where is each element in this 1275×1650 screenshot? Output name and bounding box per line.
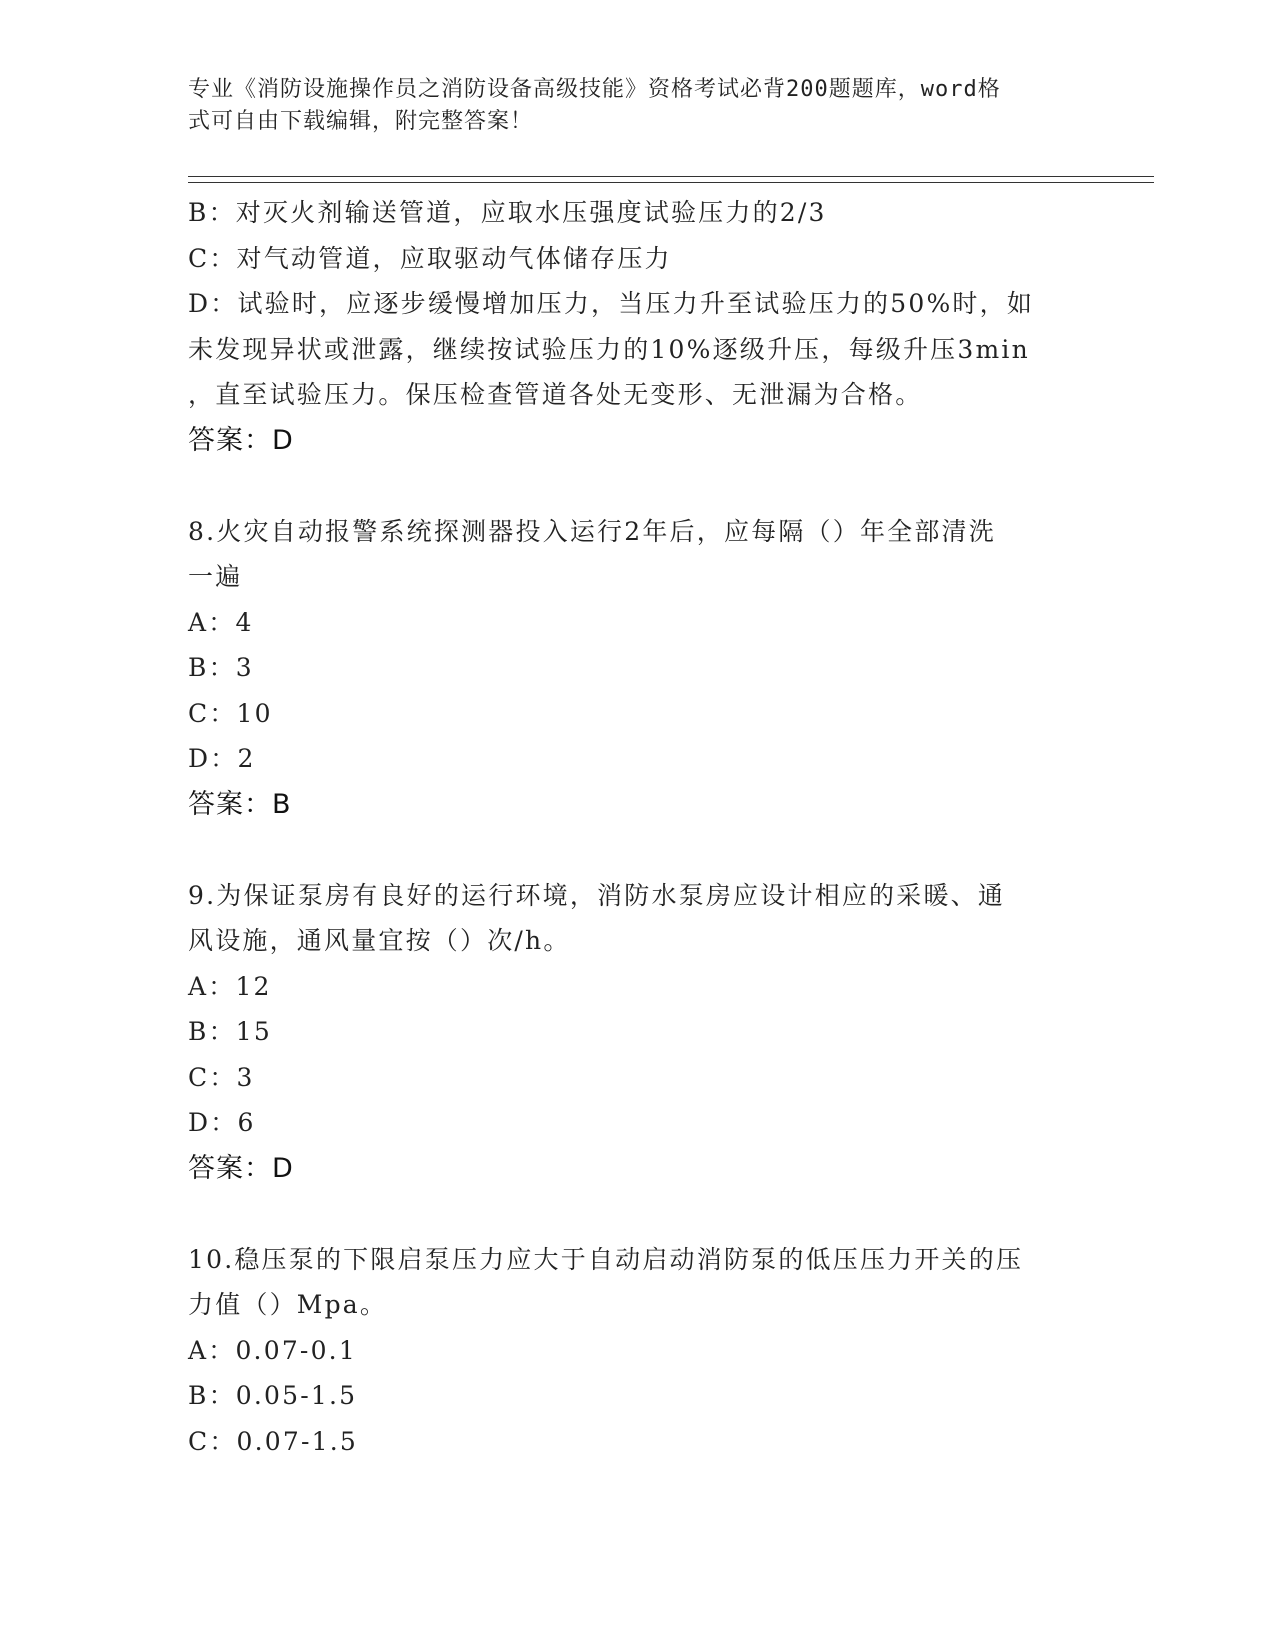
option-b: B：15	[188, 1017, 272, 1046]
question-8	[188, 509, 1088, 828]
question-list	[188, 190, 1088, 1464]
header-divider	[188, 176, 1154, 177]
option-c: C：对气动管道，应取驱动气体储存压力	[188, 243, 672, 273]
option-d: D：2	[188, 744, 256, 773]
option-a: A：0.07-0.1	[188, 1335, 357, 1365]
question-stem: 力值（）Mpa。	[188, 1290, 388, 1319]
answer-label: 答案：D	[188, 424, 294, 456]
spacer	[188, 827, 1088, 873]
header-divider	[188, 182, 1154, 183]
option-d: D：试验时，应逐步缓慢增加压力，当压力升至试验压力的50%时，如	[188, 289, 1035, 318]
option-c: C：0.07-1.5	[188, 1426, 358, 1456]
option-c: C：10	[188, 698, 273, 728]
spacer	[188, 1191, 1088, 1237]
option-b: B：3	[188, 653, 254, 682]
header-line: 式可自由下载编辑，附完整答案！	[188, 109, 534, 134]
option-a: A：12	[188, 971, 272, 1001]
header-line: 专业《消防设施操作员之消防设备高级技能》资格考试必背200题题库，word格	[188, 77, 1001, 102]
question-stem: 10.稳压泵的下限启泵压力应大于自动启动消防泵的低压压力开关的压	[188, 1244, 1024, 1274]
question-stem: 一遍	[188, 562, 243, 591]
answer-label: 答案：D	[188, 1152, 294, 1184]
question-stem: 9.为保证泵房有良好的运行环境，消防水泵房应设计相应的采暖、通	[188, 880, 1006, 910]
question-9	[188, 873, 1088, 1192]
answer-label: 答案：B	[188, 788, 292, 820]
question-stem: 8.火灾自动报警系统探测器投入运行2年后，应每隔（）年全部清洗	[188, 516, 996, 546]
option-d: D：6	[188, 1108, 256, 1137]
option-d: ，直至试验压力。保压检查管道各处无变形、无泄漏为合格。	[188, 380, 923, 409]
question-stem: 风设施，通风量宜按（）次/h。	[188, 926, 571, 955]
spacer	[188, 463, 1088, 509]
question-10	[188, 1237, 1088, 1465]
option-b: B：0.05-1.5	[188, 1381, 358, 1410]
option-a: A：4	[188, 607, 254, 637]
option-d: 未发现异状或泄露，继续按试验压力的10%逐级升压，每级升压3min	[188, 334, 1030, 364]
document-header	[188, 74, 1068, 138]
question-7-continuation	[188, 190, 1088, 463]
option-c: C：3	[188, 1062, 255, 1092]
option-b: B：对灭火剂输送管道，应取水压强度试验压力的2/3	[188, 198, 827, 227]
